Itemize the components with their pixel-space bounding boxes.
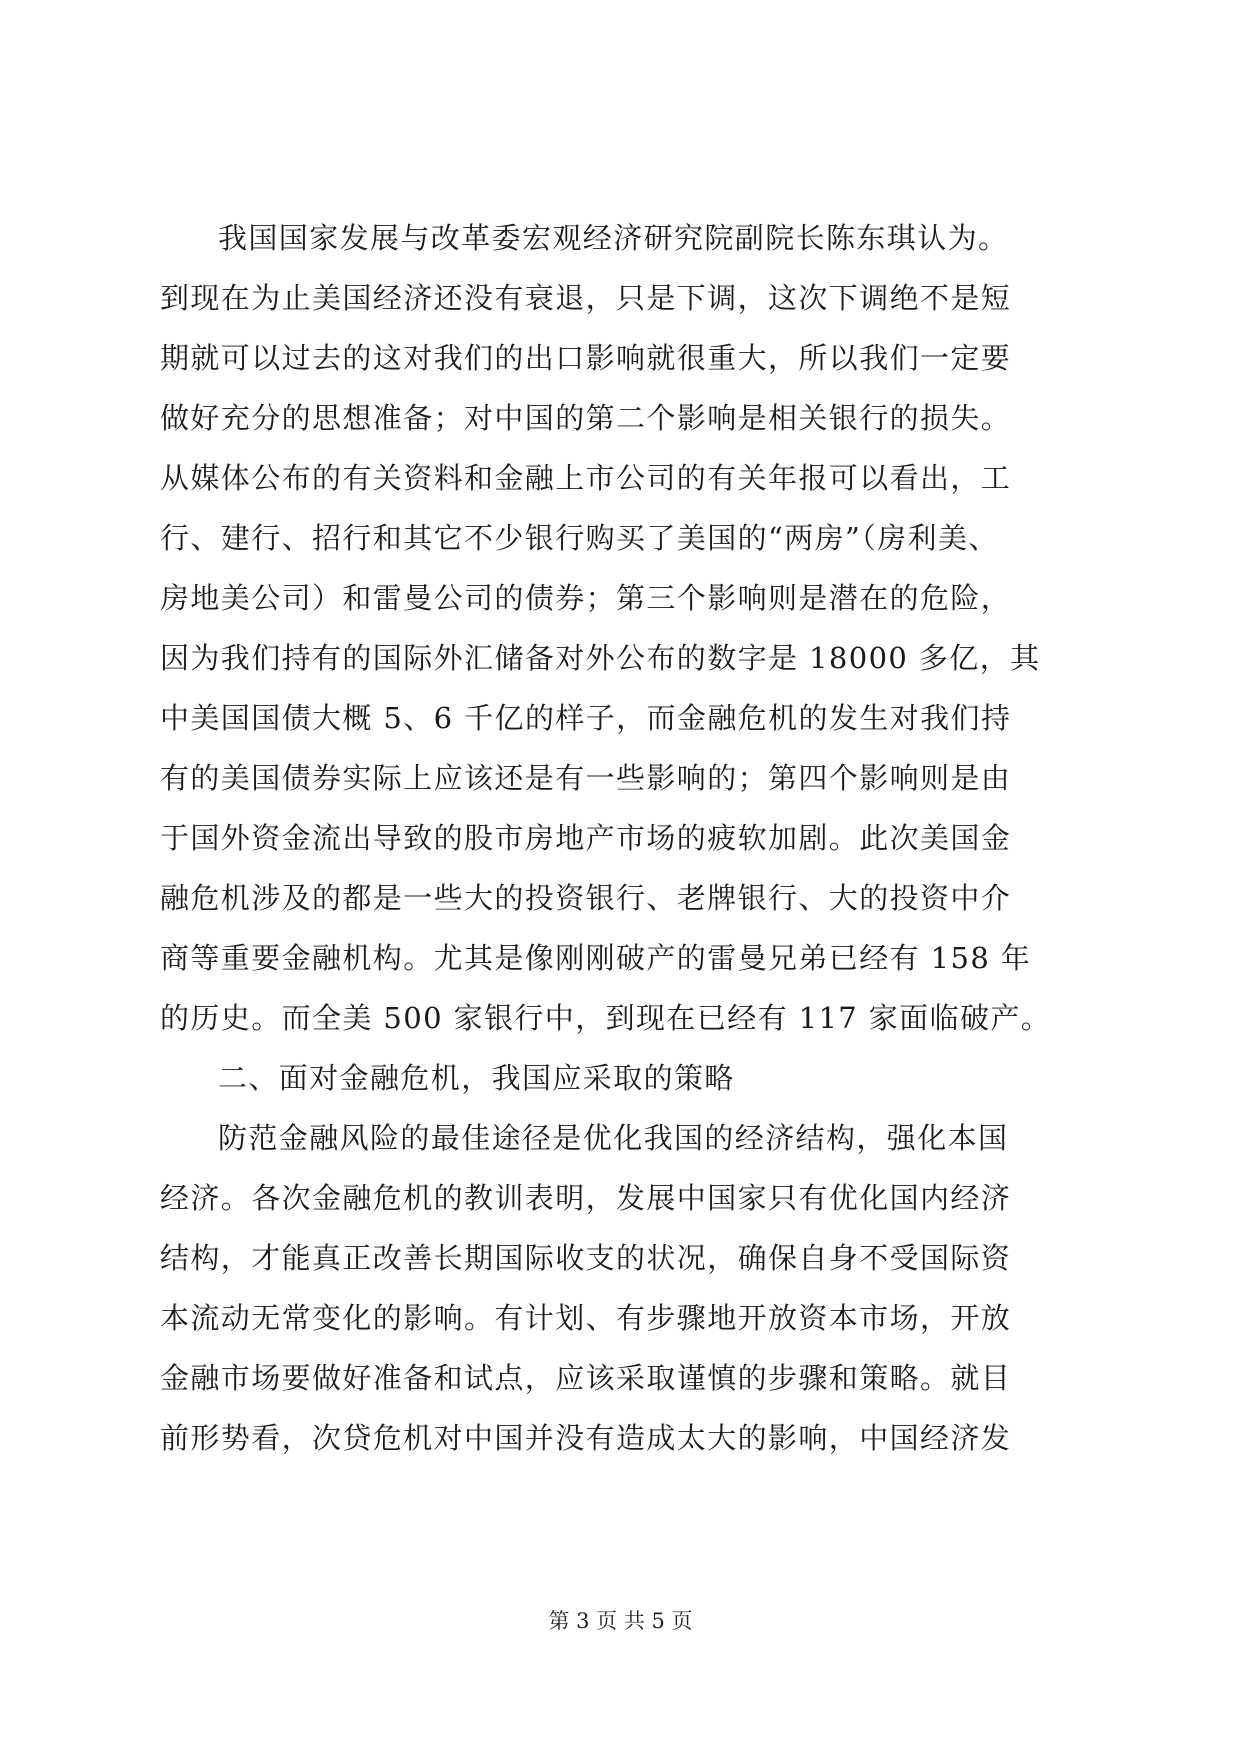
section-heading: 二、面对金融危机，我国应采取的策略 — [218, 1061, 735, 1095]
text-line: 商等重要金融机构。尤其是像刚刚破产的雷曼兄弟已经有 158 年 — [160, 941, 1032, 975]
text-line: 期就可以过去的这对我们的出口影响就很重大，所以我们一定要 — [160, 341, 1012, 375]
text-line: 于国外资金流出导致的股市房地产市场的疲软加剧。此次美国金 — [160, 821, 1012, 855]
page-number-footer: 第 3 页 共 5 页 — [548, 1609, 693, 1633]
text-line: 因为我们持有的国际外汇储备对外公布的数字是 18000 多亿，其 — [160, 641, 1041, 675]
text-line: 结构，才能真正改善长期国际收支的状况，确保自身不受国际资 — [160, 1241, 1012, 1275]
text-line: 房地美公司）和雷曼公司的债券；第三个影响则是潜在的危险， — [160, 581, 1012, 615]
text-line: 的历史。而全美 500 家银行中，到现在已经有 117 家面临破产。 — [160, 1001, 1052, 1035]
text-line: 经济。各次金融危机的教训表明，发展中国家只有优化国内经济 — [160, 1181, 1012, 1215]
text-line: 到现在为止美国经济还没有衰退，只是下调，这次下调绝不是短 — [160, 281, 1012, 315]
text-line: 本流动无常变化的影响。有计划、有步骤地开放资本市场，开放 — [160, 1301, 1012, 1335]
text-line: 从媒体公布的有关资料和金融上市公司的有关年报可以看出，工 — [160, 461, 1012, 495]
text-line: 融危机涉及的都是一些大的投资银行、老牌银行、大的投资中介 — [160, 881, 1012, 915]
text-line: 行、建行、招行和其它不少银行购买了美国的“两房”（房利美、 — [160, 521, 999, 555]
text-line: 防范金融风险的最佳途径是优化我国的经济结构，强化本国 — [218, 1121, 1009, 1155]
text-line: 前形势看，次贷危机对中国并没有造成太大的影响，中国经济发 — [160, 1421, 1012, 1455]
text-line: 有的美国债券实际上应该还是有一些影响的；第四个影响则是由 — [160, 761, 1012, 795]
text-line: 金融市场要做好准备和试点，应该采取谨慎的步骤和策略。就目 — [160, 1361, 1012, 1395]
text-line: 我国国家发展与改革委宏观经济研究院副院长陈东琪认为。 — [218, 221, 1009, 255]
text-line: 做好充分的思想准备；对中国的第二个影响是相关银行的损失。 — [160, 401, 1012, 435]
text-line: 中美国国债大概 5、6 千亿的样子，而金融危机的发生对我们持 — [160, 701, 1012, 735]
